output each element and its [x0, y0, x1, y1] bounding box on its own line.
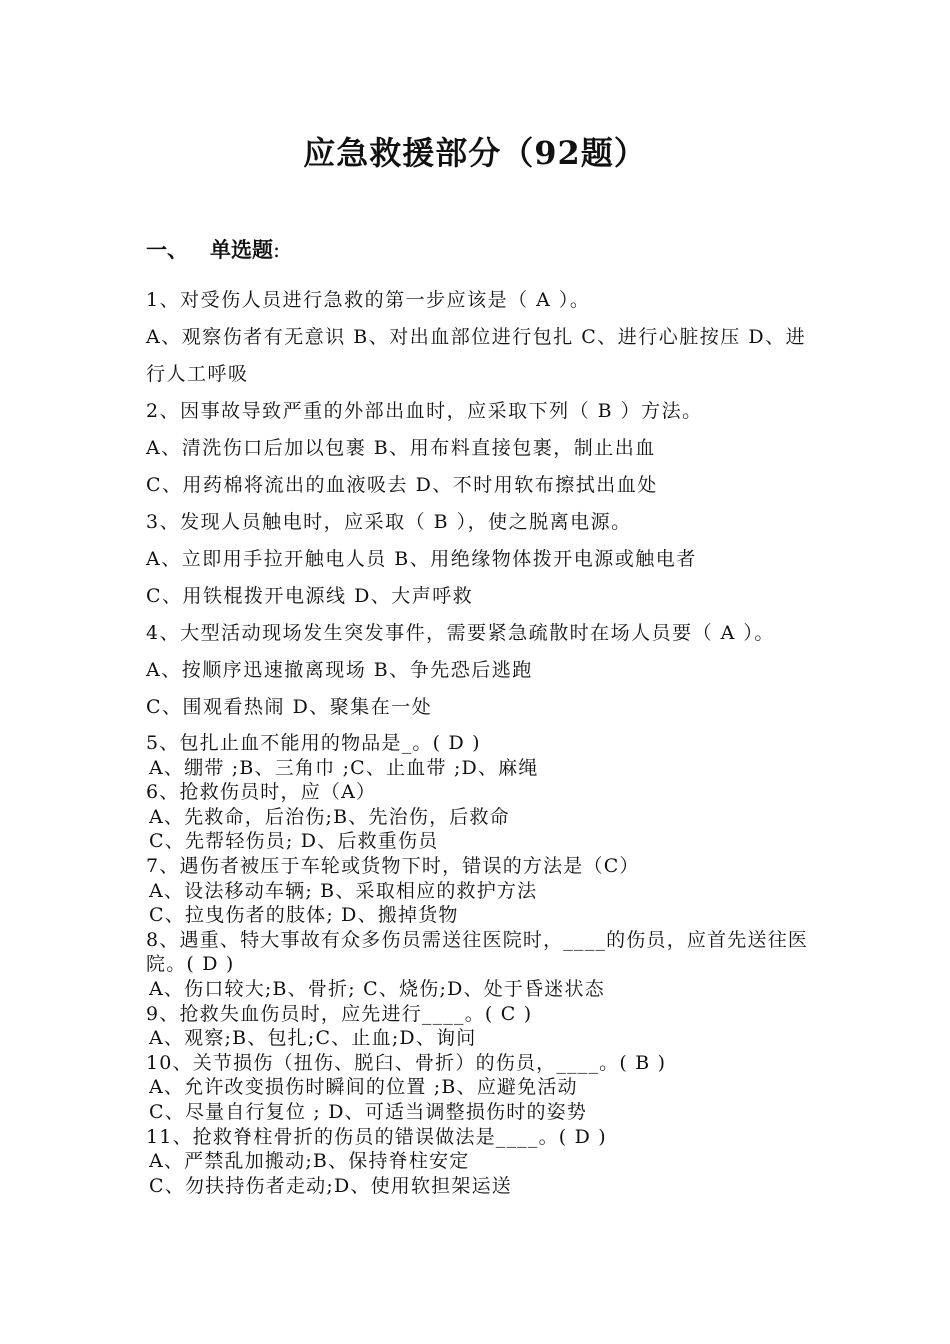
question-line: 9、抢救失血伤员时，应先进行____。( C )	[146, 1002, 533, 1025]
options-line: A、先救命，后治伤;B、先治伤，后救命	[149, 805, 510, 828]
options-line: A、按顺序迅速撤离现场 B、争先恐后逃跑	[146, 659, 533, 681]
section-number: 一、	[146, 237, 188, 262]
options-line: C、围观看热闹 D、聚集在一处	[146, 696, 433, 718]
options-line: A、立即用手拉开触电人员 B、用绝缘物体拨开电源或触电者	[146, 548, 697, 570]
options-line: C、用药棉将流出的血液吸去 D、不时用软布擦拭出血处	[146, 474, 658, 496]
options-line: C、先帮轻伤员; D、后救重伤员	[149, 830, 439, 853]
questions-block-compact	[146, 731, 826, 1198]
section-label: 单选题	[210, 237, 273, 262]
question-line: 8、遇重、特大事故有众多伤员需送往医院时，____的伤员，应首先送往医院。( D )	[146, 928, 809, 976]
options-line: A、清洗伤口后加以包裹 B、用布料直接包裹，制止出血	[146, 437, 656, 459]
question-line: 1、对受伤人员进行急救的第一步应该是（ A ）。	[146, 289, 591, 311]
options-line: A、严禁乱加搬动;B、保持脊柱安定	[149, 1150, 470, 1173]
question-line: 2、因事故导致严重的外部出血时，应采取下列（ B ）方法。	[146, 400, 703, 422]
options-line: C、勿扶持伤者走动;D、使用软担架运送	[149, 1174, 512, 1197]
section-heading	[146, 234, 280, 264]
options-line: A、允许改变损伤时瞬间的位置 ;B、应避免活动	[149, 1076, 578, 1099]
options-line: A、观察;B、包扎;C、止血;D、询问	[149, 1027, 477, 1050]
options-line: C、拉曳伤者的肢体; D、搬掉货物	[149, 904, 459, 927]
question-line: 3、发现人员触电时，应采取（ B ），使之脱离电源。	[146, 511, 632, 533]
options-line: A、设法移动车辆; B、采取相应的救护方法	[149, 879, 538, 902]
section-colon: :	[273, 238, 281, 262]
page-title: 应急救援部分（92题）	[303, 134, 647, 172]
question-line: 6、抢救伤员时，应（A）	[146, 781, 377, 804]
options-line: C、尽量自行复位 ; D、可适当调整损伤时的姿势	[149, 1100, 588, 1123]
question-line: 4、大型活动现场发生突发事件，需要紧急疏散时在场人员要（ A ）。	[146, 622, 775, 644]
questions-block-wide	[146, 282, 826, 726]
question-line: 5、包扎止血不能用的物品是_。( D )	[146, 732, 481, 754]
question-line: 11、抢救脊柱骨折的伤员的错误做法是____。( D )	[146, 1125, 607, 1148]
options-line: A、伤口较大;B、骨折; C、烧伤;D、处于昏迷状态	[149, 977, 605, 1000]
options-line: C、用铁棍拨开电源线 D、大声呼救	[146, 585, 474, 607]
options-line: A、绷带 ;B、三角巾 ;C、止血带 ;D、麻绳	[149, 756, 539, 779]
question-line: 10、关节损伤（扭伤、脱臼、骨折）的伤员，____。( B )	[146, 1051, 667, 1074]
question-line: 7、遇伤者被压于车轮或货物下时，错误的方法是（C）	[146, 854, 640, 877]
options-line: A、观察伤者有无意识 B、对出血部位进行包扎 C、进行心脏按压 D、进行人工呼吸	[146, 326, 807, 385]
